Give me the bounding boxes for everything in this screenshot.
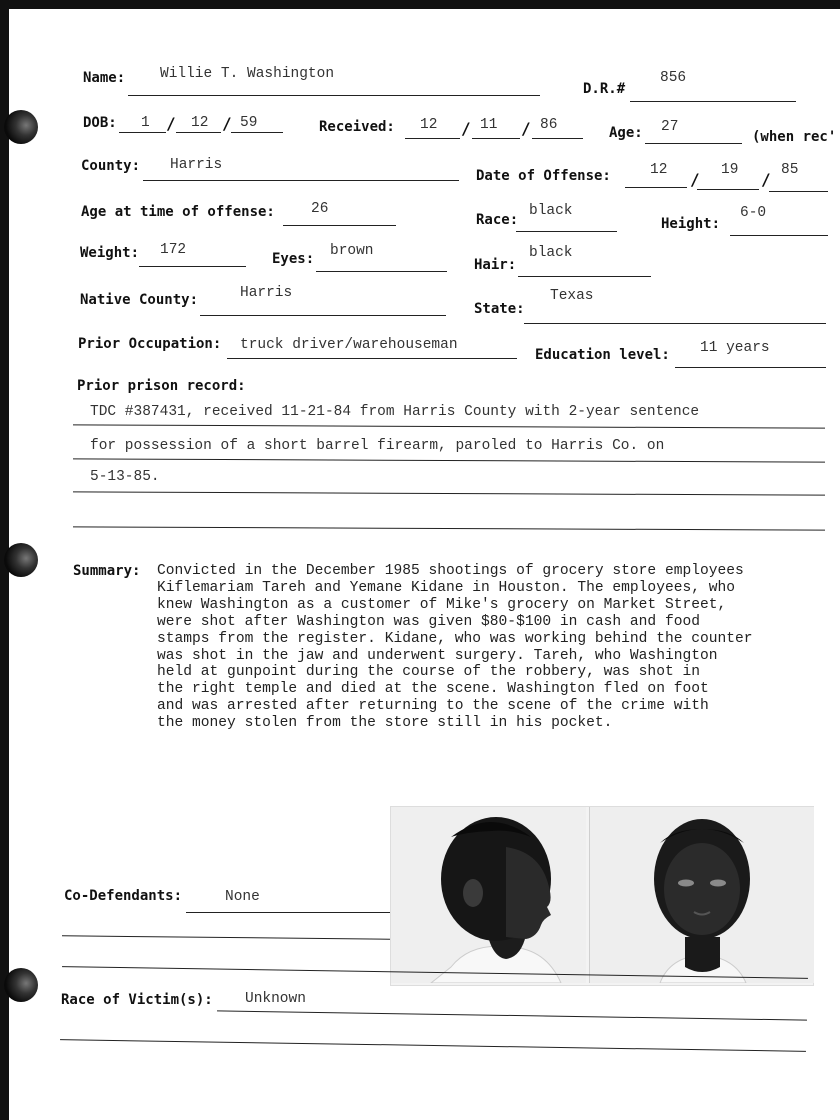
offense-day-line [697, 189, 759, 190]
received-separator: / [461, 119, 471, 138]
dob-month: 1 [141, 115, 150, 131]
weight-value: 172 [160, 242, 187, 258]
race-of-victims-value: Unknown [245, 991, 306, 1007]
date-of-offense-label: Date of Offense: [476, 168, 611, 184]
age-value: 27 [661, 119, 679, 135]
age-at-offense-value: 26 [311, 201, 329, 217]
education-value: 11 years [700, 340, 770, 356]
county-value: Harris [170, 157, 223, 173]
age-at-offense-line [283, 225, 396, 226]
name-line [128, 95, 540, 96]
record-rule [73, 458, 825, 462]
prior-occupation-value: truck driver/warehouseman [240, 337, 458, 353]
prior-record-label: Prior prison record: [77, 378, 246, 394]
dob-day-line [176, 132, 221, 133]
offense-year-line [769, 191, 828, 192]
race-of-victims-rule [60, 1039, 806, 1052]
prior-record-line-3: 5-13-85. [90, 469, 160, 485]
county-label: County: [81, 158, 141, 174]
offense-year: 85 [781, 162, 799, 178]
height-line [730, 235, 828, 236]
record-rule [73, 424, 825, 428]
race-line [516, 231, 617, 232]
binder-hole [4, 110, 38, 144]
race-of-victims-line [217, 1010, 807, 1020]
co-defendants-rule [62, 935, 390, 939]
dob-day: 12 [191, 115, 209, 131]
race-of-victims-label: Race of Victim(s): [61, 992, 213, 1008]
name-value: Willie T. Washington [160, 66, 335, 82]
age-line [645, 143, 742, 144]
offense-month: 12 [650, 162, 668, 178]
weight-label: Weight: [80, 245, 140, 261]
eyes-line [316, 271, 447, 272]
received-year: 86 [540, 117, 558, 133]
dr-line [630, 101, 796, 102]
dob-separator: / [222, 114, 232, 133]
co-defendants-label: Co-Defendants: [64, 888, 183, 904]
race-value: black [529, 203, 573, 219]
eyes-value: brown [330, 243, 374, 259]
prior-occupation-label: Prior Occupation: [78, 336, 222, 352]
dr-value: 856 [660, 70, 687, 86]
prior-record-line-2: for possession of a short barrel firearm, paroled to Harris Co. on [90, 438, 665, 454]
dob-year: 59 [240, 115, 258, 131]
offense-day: 19 [721, 162, 739, 178]
education-label: Education level: [535, 347, 670, 363]
record-rule [73, 526, 825, 530]
eyes-label: Eyes: [272, 251, 315, 267]
prior-occupation-line [227, 358, 517, 359]
binder-hole [4, 968, 38, 1002]
offense-separator: / [690, 170, 700, 189]
frontal-photo [589, 807, 814, 983]
offense-separator: / [761, 170, 771, 189]
received-year-line [532, 138, 583, 139]
race-label: Race: [476, 212, 519, 228]
dob-separator: / [166, 114, 176, 133]
summary-label: Summary: [73, 563, 141, 579]
received-separator: / [521, 119, 531, 138]
co-defendants-line [186, 912, 390, 913]
profile-photo [391, 807, 586, 983]
offense-month-line [625, 187, 687, 188]
page-top-edge [0, 0, 840, 9]
name-label: Name: [83, 70, 126, 86]
native-county-value: Harris [240, 285, 293, 301]
mugshot-photos [390, 806, 814, 986]
height-label: Height: [661, 216, 721, 232]
native-county-line [200, 315, 446, 316]
age-at-offense-label: Age at time of offense: [81, 204, 275, 220]
county-line [143, 180, 459, 181]
received-day-line [472, 138, 520, 139]
dob-month-line [119, 132, 166, 133]
co-defendants-value: None [225, 889, 260, 905]
received-month-line [405, 138, 460, 139]
state-value: Texas [550, 288, 594, 304]
hair-label: Hair: [474, 257, 517, 273]
dob-label: DOB: [83, 115, 117, 131]
received-label: Received: [319, 119, 395, 135]
dob-year-line [231, 132, 283, 133]
age-note: (when rec' [752, 129, 837, 145]
education-line [675, 367, 826, 368]
received-day: 11 [480, 117, 498, 133]
received-month: 12 [420, 117, 438, 133]
record-rule [73, 491, 825, 495]
native-county-label: Native County: [80, 292, 199, 308]
hair-value: black [529, 245, 573, 261]
state-line [524, 323, 826, 324]
summary-text: Convicted in the December 1985 shootings of grocery store employees Kiflemariam Tareh and Yemane Kidane in Houston. The employees, who knew Washington as a customer of Mike's grocery on Market Street, were shot after Washington was given $80-$100 in cash and food stamps from the register. Kidane, who was working behind the counter was shot in the jaw and underwent surgery. Tareh, who Washington held at gunpoint during the course of the robbery, was shot in the right temple and died at the scene. Washington fled on foot and was arrested after returning to the scene of the crime with the money stolen from the store still in his pocket. [157, 563, 753, 732]
binder-hole [4, 543, 38, 577]
age-label: Age: [609, 125, 643, 141]
dr-label: D.R.# [583, 81, 626, 97]
prior-record-line-1: TDC #387431, received 11-21-84 from Harris County with 2-year sentence [90, 404, 700, 420]
state-label: State: [474, 301, 525, 317]
weight-line [139, 266, 246, 267]
height-value: 6-0 [740, 205, 767, 221]
hair-line [518, 276, 651, 277]
